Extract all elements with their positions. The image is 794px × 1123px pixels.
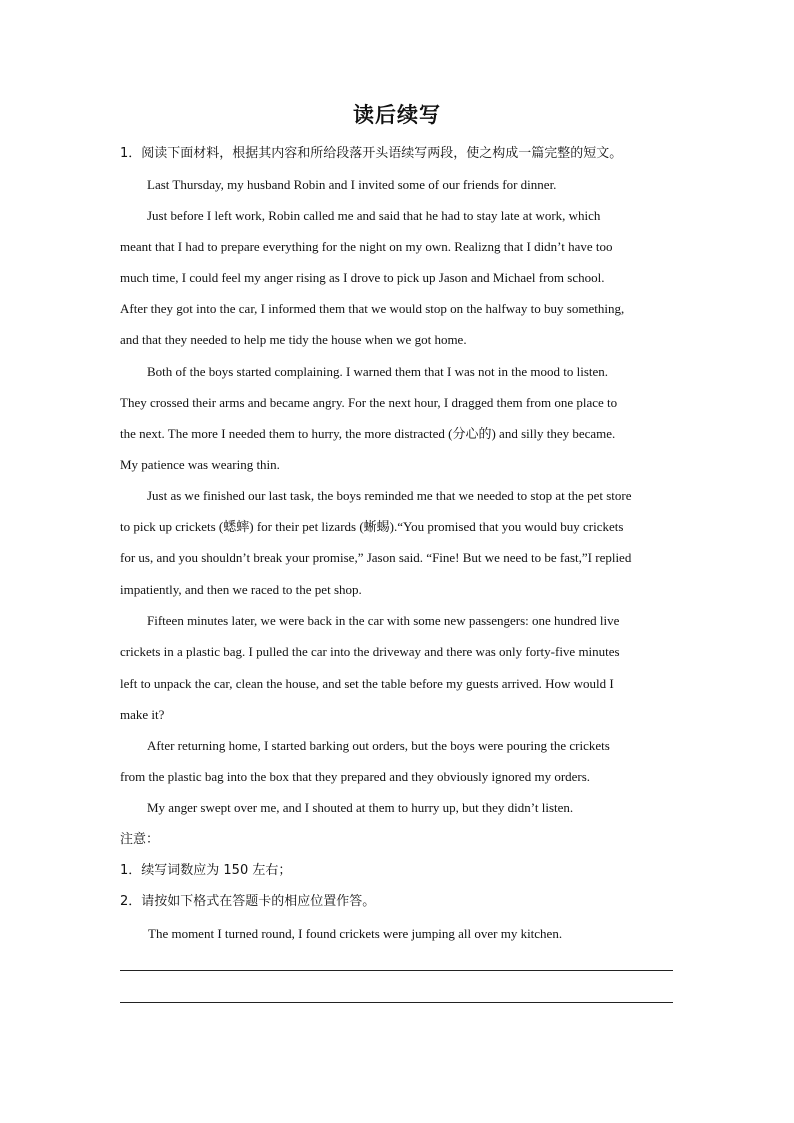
passage-line: After they got into the car, I informed them that we would stop on the halfway to buy something, [120,301,625,316]
passage-line: meant that I had to prepare everything for the night on my own. Realizng that I didn’t have too [120,239,613,254]
passage-line: They crossed their arms and became angry. For the next hour, I dragged them from one place to [120,395,618,410]
passage-line: make it? [120,707,165,722]
note-answer-format: 2．请按如下格式在答题卡的相应位置作答。 [120,894,376,909]
passage-line: Last Thursday, my husband Robin and I invited some of our friends for dinner. [147,177,557,192]
passage-line: Just before I left work, Robin called me and said that he had to stay late at work, which [147,208,601,223]
note-word-count: 1．续写词数应为 150 左右； [120,863,292,878]
answer-line [120,970,673,971]
passage-line: My anger swept over me, and I shouted at them to hurry up, but they didn’t listen. [147,800,574,815]
page-title: 读后续写 [353,103,441,127]
passage-line: impatiently, and then we raced to the pet shop. [120,582,362,597]
passage-line: much time, I could feel my anger rising as I drove to pick up Jason and Michael from school. [120,270,605,285]
passage-line: and that they needed to help me tidy the house when we got home. [120,332,467,347]
passage-line: left to unpack the car, clean the house, and set the table before my guests arrived. How would I [120,676,614,691]
passage-line: Both of the boys started complaining. I warned them that I was not in the mood to listen. [147,364,609,379]
answer-line [120,1002,673,1003]
notes-heading: 注意： [120,832,160,847]
passage-line: Just as we finished our last task, the boys reminded me that we needed to stop at the pet store [147,488,632,503]
task-instruction: 1．阅读下面材料，根据其内容和所给段落开头语续写两段，使之构成一篇完整的短文。 [120,146,623,161]
passage-line: After returning home, I started barking out orders, but the boys were pouring the crickets [147,738,610,753]
paragraph-opening-sentence: The moment I turned round, I found crickets were jumping all over my kitchen. [148,926,563,941]
passage-line: Fifteen minutes later, we were back in the car with some new passengers: one hundred live [147,613,620,628]
passage-line: the next. The more I needed them to hurry, the more distracted (分心的) and silly they became. [120,426,616,441]
passage-line: from the plastic bag into the box that they prepared and they obviously ignored my orders. [120,769,591,784]
passage-line: My patience was wearing thin. [120,457,280,472]
passage-line: to pick up crickets (蟋蟀) for their pet lizards (蜥蜴).“You promised that you would buy crickets [120,519,624,534]
passage-line: for us, and you shouldn’t break your promise,” Jason said. “Fine! But we need to be fast,”I replied [120,550,632,565]
passage-line: crickets in a plastic bag. I pulled the car into the driveway and there was only forty-five minutes [120,644,620,659]
